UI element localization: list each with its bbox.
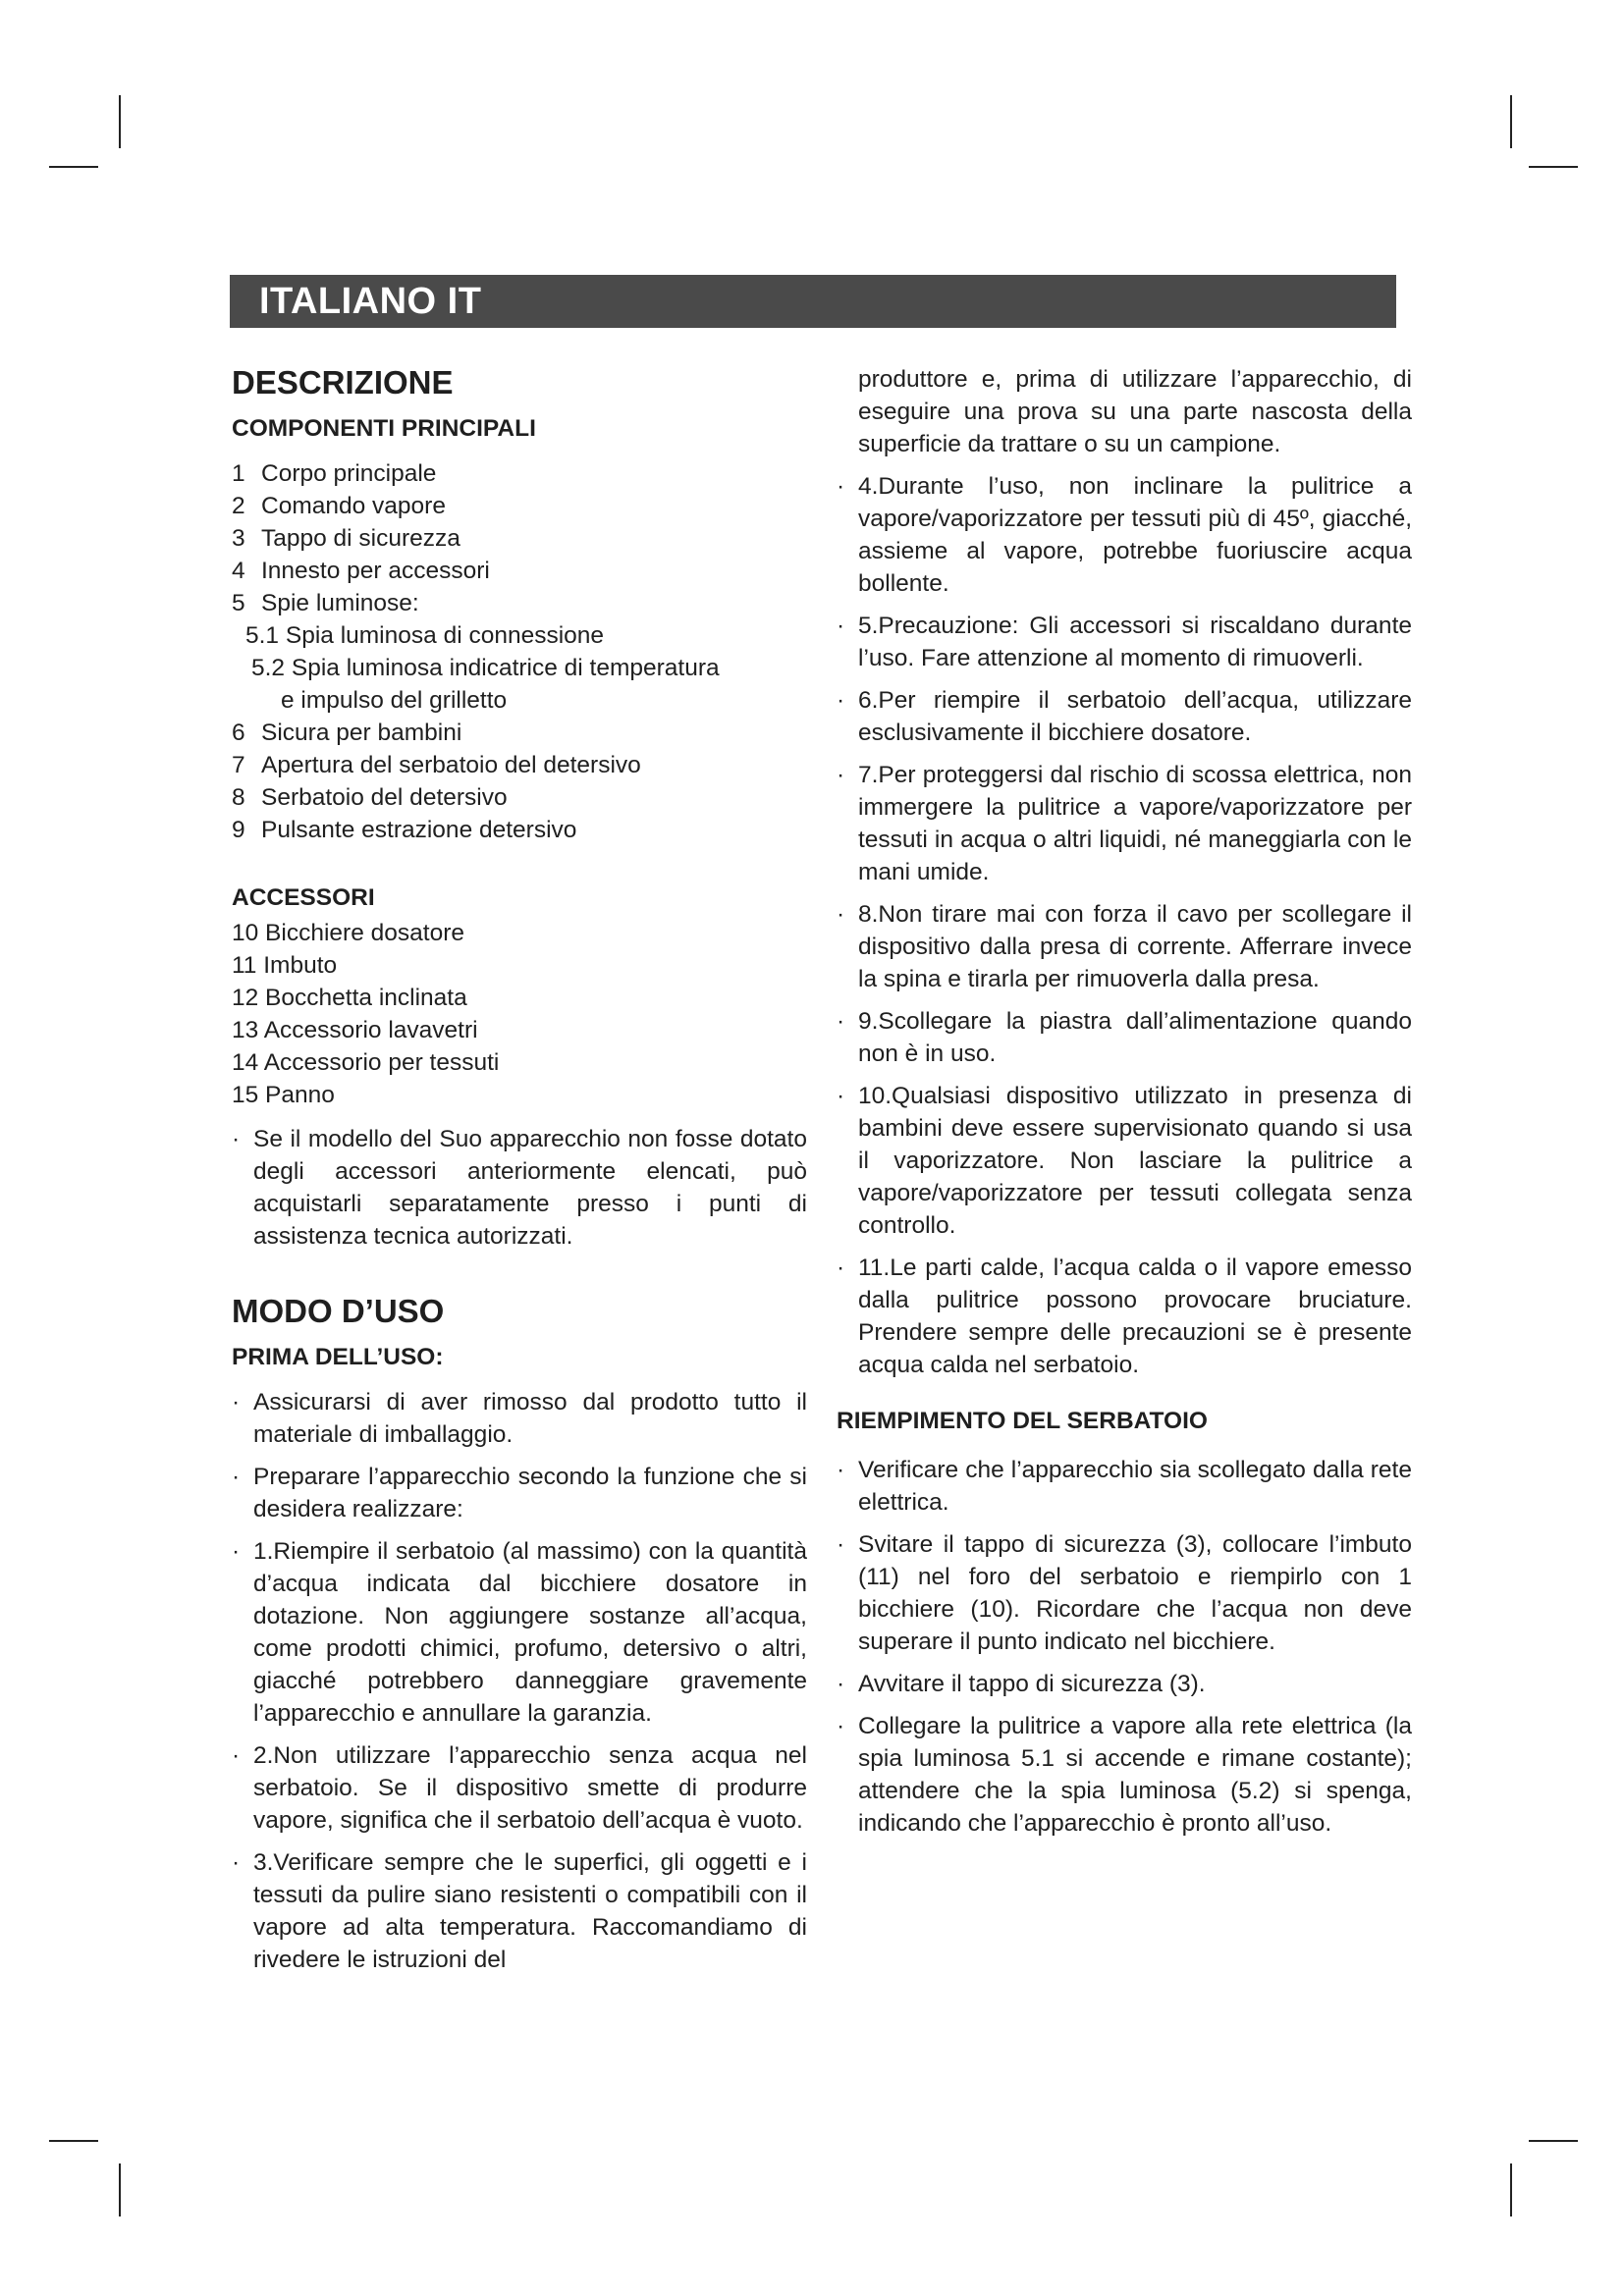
safety-list bbox=[837, 470, 1412, 1381]
language-header-bar bbox=[230, 275, 1396, 328]
component-item: 5 Spie luminose: bbox=[232, 590, 419, 616]
safety-item: · 6.Per riempire il serbatoio dell’acqua, utilizzare esclusivamente il bicchiere dosatore. bbox=[837, 687, 1412, 746]
subsection-title-riempimento: RIEMPIMENTO DEL SERBATOIO bbox=[837, 1408, 1208, 1434]
component-item: 6 Sicura per bambini bbox=[232, 720, 462, 746]
crop-mark-top-right-v bbox=[1510, 95, 1512, 148]
riempimento-list bbox=[837, 1454, 1412, 1840]
crop-mark-bottom-right-h bbox=[1529, 2140, 1578, 2142]
crop-mark-bottom-left-h bbox=[49, 2140, 98, 2142]
prima-uso-list bbox=[232, 1386, 807, 1976]
safety-item: · 11.Le parti calde, l’acqua calda o il vapore emesso dalla pulitrice possono provocare bruciature. Prendere sempre delle precauzioni se è presente acqua calda nel serbatoio. bbox=[837, 1255, 1412, 1378]
filling-step: · Collegare la pulitrice a vapore alla rete elettrica (la spia luminosa 5.1 si accende e rimane costante); attendere che la spia luminosa (5.2) si spenga, indicando che l’apparecchio è pronto all’uso. bbox=[837, 1713, 1412, 1837]
accessory-item: 13 Accessorio lavavetri bbox=[232, 1017, 478, 1043]
instruction-item: · Preparare l’apparecchio secondo la funzione che si desidera realizzare: bbox=[232, 1464, 807, 1522]
accessories-note bbox=[232, 1123, 807, 1253]
filling-step: · Svitare il tappo di sicurezza (3), collocare l’imbuto (11) nel foro del serbatoio e riempirlo con 1 bicchiere (10). Ricordare che l’acqua non deve superare il punto indicato nel bicchiere. bbox=[837, 1531, 1412, 1655]
accessory-item: 15 Panno bbox=[232, 1082, 335, 1108]
left-column bbox=[232, 363, 807, 1986]
safety-item: · 10.Qualsiasi dispositivo utilizzato in presenza di bambini deve essere supervisionato quando si usa il vaporizzatore. Non lasciare la pulitrice a vapore/vaporizzatore per tessuti collegata senza controllo. bbox=[837, 1083, 1412, 1239]
component-item: 7 Apertura del serbatoio del detersivo bbox=[232, 752, 641, 778]
subsection-title-accessori: ACCESSORI bbox=[232, 884, 375, 911]
component-item: 9 Pulsante estrazione detersivo bbox=[232, 817, 577, 843]
safety-item: · 4.Durante l’uso, non inclinare la pulitrice a vapore/vaporizzatore per tessuti più di 45º, giacché, assieme al vapore, potrebbe fuoriuscire acqua bollente. bbox=[837, 473, 1412, 597]
subsection-title-prima-uso: PRIMA DELL’USO: bbox=[232, 1344, 444, 1370]
accessory-item: 14 Accessorio per tessuti bbox=[232, 1049, 500, 1076]
crop-mark-bottom-right-v bbox=[1510, 2163, 1512, 2216]
components-list bbox=[232, 457, 807, 846]
safety-item: · 7.Per proteggersi dal rischio di scossa elettrica, non immergere la pulitrice a vapore/vaporizzatore per tessuti in acqua o altri liquidi, né maneggiarla con le mani umide. bbox=[837, 762, 1412, 885]
section-title-modo-uso: MODO D’USO bbox=[232, 1293, 445, 1329]
accessory-item: 12 Bocchetta inclinata bbox=[232, 985, 467, 1011]
section-title-descrizione: DESCRIZIONE bbox=[232, 364, 454, 400]
subsection-title-componenti: COMPONENTI PRINCIPALI bbox=[232, 415, 536, 442]
component-item: 1 Corpo principale bbox=[232, 460, 437, 487]
crop-mark-top-left-v bbox=[119, 95, 121, 148]
accessories-list bbox=[232, 917, 807, 1111]
filling-step: · Avvitare il tappo di sicurezza (3). bbox=[837, 1671, 1206, 1697]
instruction-item: · 1.Riempire il serbatoio (al massimo) con la quantità d’acqua indicata dal bicchiere dosatore in dotazione. Non aggiungere sostanze all’acqua, come prodotti chimici, profumo, detersivo o altri, giacché potrebbero danneggiare gravemente l’apparecchio e annullare la garanzia. bbox=[232, 1538, 807, 1727]
component-subitem-continuation: e impulso del grilletto bbox=[281, 687, 508, 714]
component-subitem: 5.2 Spia luminosa indicatrice di temperatura bbox=[251, 655, 720, 681]
language-label: ITALIANO IT bbox=[259, 281, 482, 322]
component-item: 2 Comando vapore bbox=[232, 493, 446, 519]
component-subitem: 5.1 Spia luminosa di connessione bbox=[245, 622, 605, 649]
safety-item: · 5.Precauzione: Gli accessori si riscaldano durante l’uso. Fare attenzione al momento di rimuoverli. bbox=[837, 613, 1412, 671]
accessory-item: 10 Bicchiere dosatore bbox=[232, 920, 464, 946]
instruction-item: · 2.Non utilizzare l’apparecchio senza acqua nel serbatoio. Se il dispositivo smette di produrre vapore, significa che il serbatoio dell’acqua è vuoto. bbox=[232, 1742, 807, 1834]
crop-mark-bottom-left-v bbox=[119, 2163, 121, 2216]
crop-mark-top-right-h bbox=[1529, 166, 1578, 168]
accessory-item: 11 Imbuto bbox=[232, 952, 338, 979]
safety-item: · 8.Non tirare mai con forza il cavo per scollegare il dispositivo dalla presa di corrente. Afferrare invece la spina e tirarla per rimuoverla dalla presa. bbox=[837, 901, 1412, 992]
instruction-item: · Assicurarsi di aver rimosso dal prodotto tutto il materiale di imballaggio. bbox=[232, 1389, 807, 1448]
continuation-paragraph: produttore e, prima di utilizzare l’apparecchio, di eseguire una prova su una parte nascosta della superficie da trattare o su un campione. bbox=[858, 366, 1412, 457]
instruction-item: · 3.Verificare sempre che le superfici, gli oggetti e i tessuti da pulire siano resistenti o compatibili con il vapore ad alta temperatura. Raccomandiamo di rivedere le istruzioni del bbox=[232, 1849, 807, 1973]
right-column bbox=[837, 363, 1412, 1849]
safety-item: · 9.Scollegare la piastra dall’alimentazione quando non è in uso. bbox=[837, 1008, 1412, 1067]
crop-mark-top-left-h bbox=[49, 166, 98, 168]
component-item: 3 Tappo di sicurezza bbox=[232, 525, 460, 552]
filling-step: · Verificare che l’apparecchio sia scollegato dalla rete elettrica. bbox=[837, 1457, 1412, 1516]
component-item: 4 Innesto per accessori bbox=[232, 558, 490, 584]
note-item: · Se il modello del Suo apparecchio non fosse dotato degli accessori anteriormente elencati, può acquistarli separatamente presso i punti di assistenza tecnica autorizzati. bbox=[232, 1126, 807, 1250]
component-item: 8 Serbatoio del detersivo bbox=[232, 784, 508, 811]
